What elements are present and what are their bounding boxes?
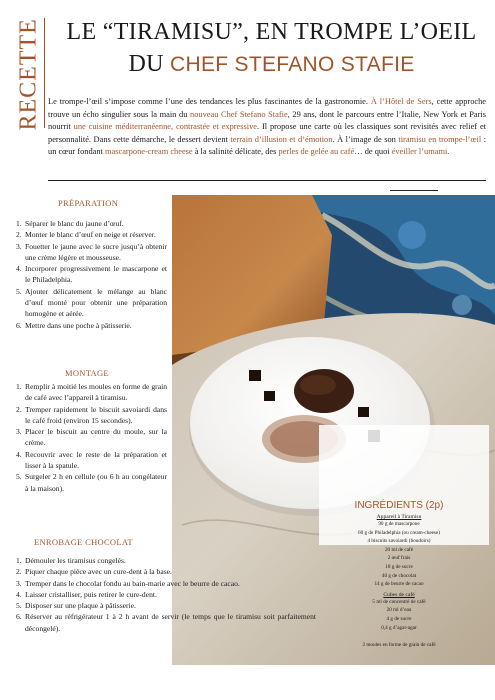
step-text: Remplir à moitié les moules en forme de grain de café avec l’appareil à tiramisu. (25, 382, 167, 403)
intro-highlight: une cuisine méditerranéenne, contrastée et expressive (73, 122, 258, 132)
step-number: 6. (16, 612, 22, 622)
step-number: 2. (16, 567, 22, 577)
ingredient-item: 14 g de beurre de cacao (374, 581, 424, 588)
intro-text: … de quoi (354, 147, 392, 157)
intro-highlight: nouveau Chef Stefano Stafie (190, 109, 288, 119)
ingredient-item: 20 ml de café (384, 546, 414, 553)
intro-text: . (447, 147, 450, 157)
step-text: Tremper dans le chocolat fondu au bain-marie avec le beurre de cacao. (25, 578, 240, 588)
intro-paragraph (48, 96, 486, 159)
step-text: Séparer le blanc du jaune d’œuf. (25, 219, 124, 228)
intro-text: Le trompe-l’œil s’impose comme l’une des tendances les plus fascinantes de la gastronomie. (48, 97, 371, 106)
step-number: 1. (16, 556, 22, 565)
step-text: Réserver au réfrigérateur 1 à 2 h avant de servir (le temps que le tiramisu soit parfaitement décongelé). (25, 612, 316, 633)
step-item (16, 263, 167, 286)
step-item (16, 241, 167, 264)
ingredient-item: 20 ml d’eau (386, 607, 412, 614)
intro-text: . Il propose une carte où les classiques sont revisités avec relief et personnalité. Dans cette démarche, le dessert devient (48, 122, 486, 144)
ingredient-item: 90 g de mascarpone (378, 521, 420, 527)
step-item (16, 555, 316, 566)
step-item (16, 566, 316, 577)
step-number: 6. (16, 320, 22, 330)
intro-highlight: terrain d’illusion et d’émotion (230, 134, 333, 144)
intro-text: . À l’image de son (332, 134, 399, 144)
step-text: Piquer chaque pièce avec un cure-dent à la base. (25, 567, 172, 577)
ingredients-footer: 2 moules en forme de grain de café (362, 642, 436, 649)
step-text: Laisser cristalliser, puis retirer le cure-dent. (25, 589, 157, 599)
montage-title: MONTAGE (65, 368, 109, 378)
intro-highlight: mascarpone-cream cheese (104, 147, 193, 157)
ingredients-list-cubes (318, 598, 480, 632)
step-number: 4. (16, 589, 22, 599)
step-text: Fouetter le jaune avec le sucre jusqu’à obtenir une crème légère et mousseuse. (25, 241, 167, 262)
recette-label: RECETTE (15, 18, 42, 131)
step-item (16, 229, 167, 240)
step-number: 4. (16, 449, 22, 459)
step-item (16, 218, 167, 229)
intro-text: , cette approche trouve un écho singulier sous la main du (48, 97, 487, 119)
step-number: 2. (16, 230, 22, 240)
vertical-rule (44, 18, 45, 128)
title-line-2 (60, 52, 483, 76)
enrobage-title: ENROBAGE CHOCOLAT (34, 537, 133, 547)
divider-short (390, 190, 438, 191)
preparation-title: PRÉPARATION (58, 198, 119, 208)
step-number: 1. (16, 382, 22, 391)
step-text: Recouvrir avec le reste de la préparation et lisser à la spatule. (25, 449, 167, 471)
step-item (16, 286, 167, 320)
divider-top (48, 180, 486, 181)
step-item (16, 381, 167, 404)
step-item (16, 449, 167, 472)
ingredient-item: 4 biscuits savoiardi (boudoirs) (367, 538, 431, 545)
step-number: 4. (16, 264, 22, 274)
step-item (16, 600, 316, 611)
step-number: 2. (16, 404, 22, 414)
ingredients-box (318, 500, 480, 648)
ingredients-title: INGRÉDIENTS (2p) (354, 500, 444, 511)
ingredient-item: 4 g de sucre (386, 615, 412, 622)
ingredient-item: 0,4 g d’agar-agar (381, 624, 417, 631)
step-text: Tremper rapidement le biscuit savoiardi dans le café froid (environ 15 secondes). (25, 404, 167, 425)
ingredient-item: 40 g de chocolat (381, 572, 417, 579)
ingredient-item: 5 ml de concentré de café (372, 598, 426, 605)
step-text: Ajouter délicatement le mélange au blanc d’œuf monté pour obtenir une préparation homogène et aérée. (25, 286, 167, 319)
intro-text: : un cœur fondant (48, 134, 487, 157)
intro-highlight: À l’Hôtel de Sers (370, 97, 432, 106)
step-number: 5. (16, 601, 22, 611)
step-item (16, 426, 167, 449)
step-text: Disposer sur une plaque à pâtisserie. (25, 601, 136, 611)
intro-highlight: éveiller l’umami (391, 147, 448, 157)
title-line-1: LE “TIRAMISU”, EN TROMPE L’OEIL (66, 19, 477, 45)
step-number: 5. (16, 286, 22, 296)
step-number: 3. (16, 578, 22, 588)
side-label (4, 20, 44, 140)
step-item (16, 320, 167, 331)
step-item (16, 404, 167, 427)
intro-text: à la salinité délicate, des (192, 147, 279, 157)
enrobage-steps (16, 555, 316, 634)
step-text: Mettre dans une poche à pâtisserie. (25, 320, 132, 330)
ingredients-subtitle-cubes: Cubes de café (383, 591, 415, 598)
intro-highlight: perles de gelée au café (278, 147, 355, 157)
intro-highlight: tiramisu en trompe-l’œil (398, 134, 482, 144)
step-text: Monter le blanc d’œuf en neige et réserver. (25, 230, 156, 240)
step-item (16, 578, 316, 589)
step-item (16, 471, 167, 494)
montage-steps (16, 381, 167, 494)
step-number: 1. (16, 219, 22, 228)
step-number: 3. (16, 427, 22, 437)
step-text: Démouler les tiramisus congelés. (25, 556, 126, 565)
step-number: 3. (16, 241, 22, 251)
ingredient-item: 18 g de sucre (385, 563, 413, 570)
step-item (16, 589, 316, 600)
step-text: Incorporer progressivement le mascarpone et le Philadelphia. (25, 264, 167, 285)
ingredient-item: 60 g de Philadelphia (ou cream-cheese) (358, 529, 440, 536)
step-text: Surgeler 2 h en cellule (ou 6 h au congélateur à la maison). (25, 472, 167, 493)
step-number: 5. (16, 472, 22, 482)
title-du: DU (128, 51, 164, 77)
ingredient-item: 2 œuf frais (387, 555, 411, 562)
ingredients-subtitle-tiramisu: Appareil à Tiramisu (376, 514, 422, 520)
intro-text: , 29 ans, dont le parcours entre l’Italie, New York et Paris nourrit (48, 109, 486, 132)
step-item (16, 611, 316, 634)
ingredients-list-tiramisu (318, 520, 480, 589)
preparation-steps (16, 218, 167, 331)
step-text: Placer le biscuit au centre du moule, sur la crème. (25, 427, 167, 448)
title-chef-name: CHEF STEFANO STAFIE (170, 53, 415, 76)
